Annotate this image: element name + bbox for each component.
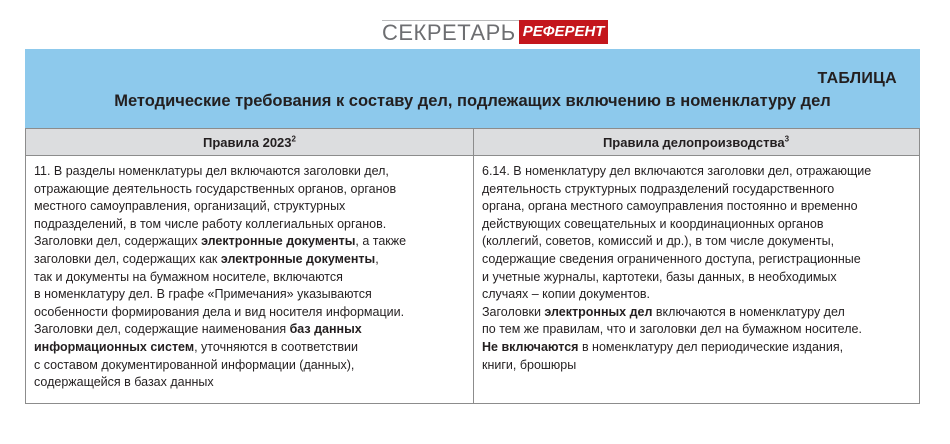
text-line [34, 251, 473, 269]
text-line [482, 304, 920, 322]
text-line: отражающие деятельность государственных органов, органов [34, 181, 397, 196]
bold-term: электронные документы [220, 251, 376, 266]
table-label: ТАБЛИЦА [817, 70, 897, 87]
table-title: Методические требования к составу дел, подлежащих включению в номенклатуру дел [114, 92, 831, 110]
text-span: Заголовки дел, содержащие наименования [34, 322, 290, 337]
text-span: , а также [355, 234, 407, 249]
text-span: Заголовки [482, 304, 545, 319]
text-line: деятельность структурных подразделений государственного [482, 181, 835, 196]
text-line: в номенклатуру дел. В графе «Примечания» указываются [34, 287, 372, 302]
left-cell-text [26, 156, 473, 403]
text-span: Заголовки дел, содержащих [34, 234, 202, 249]
text-line: подразделений, в том числе работу коллегиальных органов. [34, 216, 387, 231]
column-header-right-label: Правила делопроизводства [602, 135, 785, 150]
logo-name-part1: СЕКРЕТАРЬ [382, 20, 519, 44]
text-span: включаются в номенклатуру дел [652, 304, 845, 319]
text-line [482, 339, 920, 357]
text-line: так и документы на бумажном носителе, включаются [34, 269, 343, 284]
text-line: 6.14. В номенклатуру дел включаются заголовки дел, отражающие [482, 164, 872, 178]
text-line: и учетные журналы, картотеки, базы данных, в необходимых [482, 269, 837, 284]
column-header-right-footnote: 3 [784, 134, 790, 144]
text-line: книги, брошюры [482, 357, 577, 372]
column-header-right [473, 129, 919, 156]
comparison-table [25, 128, 920, 404]
bold-term: баз данных [289, 322, 362, 337]
bold-term: Не включаются [482, 339, 579, 354]
bold-term: электронные документы [201, 234, 356, 249]
column-header-left-footnote: 2 [291, 134, 296, 144]
text-line: 11. В разделы номенклатуры дел включаются заголовки дел, [34, 164, 389, 178]
text-line: действующих совещательных и координационных органов [482, 216, 824, 231]
logo-name-part2: РЕФЕРЕНТ [519, 20, 609, 44]
column-header-left-label: Правила 2023 [203, 135, 292, 150]
text-line: особенности формирования дела и вид носителя информации. [34, 304, 405, 319]
text-span: , уточняются в соответствии [194, 339, 358, 354]
text-span: в номенклатуру дел периодические издания, [578, 339, 844, 354]
text-line [34, 321, 473, 339]
text-span: заголовки дел, содержащих как [34, 251, 221, 266]
text-line [34, 233, 473, 251]
text-line: содержащие сведения ограниченного доступа, регистрационные [482, 251, 861, 266]
column-header-left [26, 129, 473, 156]
text-line: случаях – копии документов. [482, 287, 651, 302]
bold-term: электронных дел [544, 304, 653, 319]
text-line: с составом документированной информации (данных), [34, 357, 355, 372]
text-line: местного самоуправления, организаций, структурных [34, 199, 346, 214]
text-line: органа, органа местного самоуправления постоянно и временно [482, 199, 858, 214]
text-span: , [375, 251, 379, 266]
text-line: по тем же правилам, что и заголовки дел на бумажном носителе. [482, 322, 862, 337]
text-line [34, 339, 473, 357]
text-line: содержащейся в базах данных [34, 375, 214, 390]
table-header-band [25, 49, 920, 128]
right-cell-text [474, 156, 920, 403]
text-line: (коллегий, советов, комиссий и др.), в том числе документы, [482, 234, 835, 249]
bold-term: информационных систем [34, 339, 195, 354]
logo-wordmark [382, 20, 605, 45]
